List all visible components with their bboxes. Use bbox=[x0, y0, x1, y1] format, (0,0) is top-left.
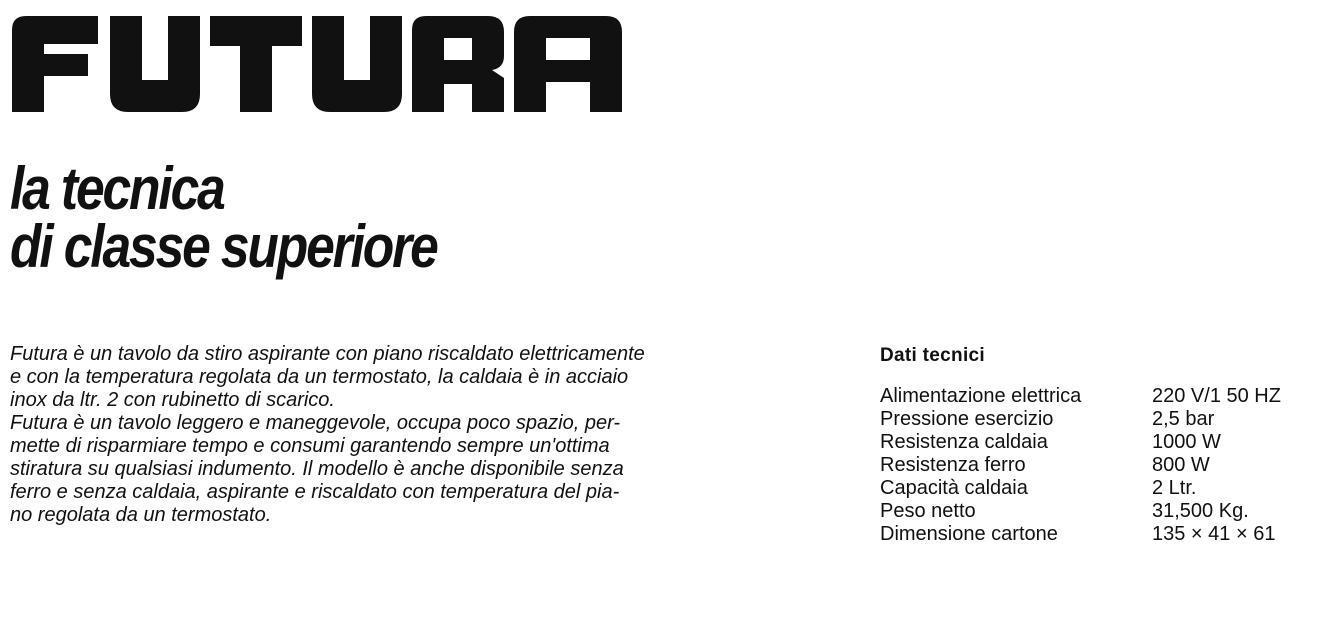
description-line: no regolata da un termostato. bbox=[10, 504, 272, 526]
spec-value: 135 × 41 × 61 bbox=[1152, 523, 1276, 545]
spec-row-power bbox=[880, 385, 1320, 408]
spec-row-boiler-resistance bbox=[880, 431, 1320, 454]
futura-logo bbox=[12, 16, 622, 112]
spec-value: 220 V/1 50 HZ bbox=[1152, 385, 1281, 407]
spec-label: Dimensione cartone bbox=[880, 523, 1058, 545]
spec-row-iron-resistance bbox=[880, 454, 1320, 477]
spec-label: Resistenza caldaia bbox=[880, 431, 1048, 453]
description-line: Futura è un tavolo leggero e maneggevole, occupa poco spazio, per- bbox=[10, 412, 621, 434]
spec-value: 2,5 bar bbox=[1152, 408, 1215, 430]
description-line: Futura è un tavolo da stiro aspirante con piano riscaldato elettricamente bbox=[10, 343, 645, 365]
headline bbox=[10, 155, 437, 280]
description-line: e con la temperatura regolata da un termostato, la caldaia è in acciaio bbox=[10, 366, 629, 388]
spec-row-boiler-capacity bbox=[880, 477, 1320, 500]
spec-row-net-weight bbox=[880, 500, 1320, 523]
spec-row-pressure bbox=[880, 408, 1320, 431]
spec-value: 800 W bbox=[1152, 454, 1210, 476]
spec-label: Resistenza ferro bbox=[880, 454, 1026, 476]
spec-label: Pressione esercizio bbox=[880, 408, 1054, 430]
spec-label: Capacità caldaia bbox=[880, 477, 1028, 499]
spec-value: 1000 W bbox=[1152, 431, 1221, 453]
spec-label: Alimentazione elettrica bbox=[880, 385, 1082, 407]
description-line: stiratura su qualsiasi indumento. Il modello è anche disponibile senza bbox=[10, 458, 624, 480]
description-line: ferro e senza caldaia, aspirante e riscaldato con temperatura del pia- bbox=[10, 481, 620, 503]
specs-title: Dati tecnici bbox=[880, 345, 985, 366]
description-line: mette di risparmiare tempo e consumi garantendo sempre un'ottima bbox=[10, 435, 610, 457]
product-description bbox=[10, 343, 770, 527]
spec-value: 2 Ltr. bbox=[1152, 477, 1197, 499]
description-line: inox da ltr. 2 con rubinetto di scarico. bbox=[10, 389, 335, 411]
spec-label: Peso netto bbox=[880, 500, 976, 522]
headline-line-2: di classe superiore bbox=[10, 213, 437, 280]
headline-line-1: la tecnica bbox=[10, 155, 224, 222]
spec-row-box-dimensions bbox=[880, 523, 1320, 546]
technical-specs bbox=[880, 345, 1320, 546]
spec-value: 31,500 Kg. bbox=[1152, 500, 1249, 522]
